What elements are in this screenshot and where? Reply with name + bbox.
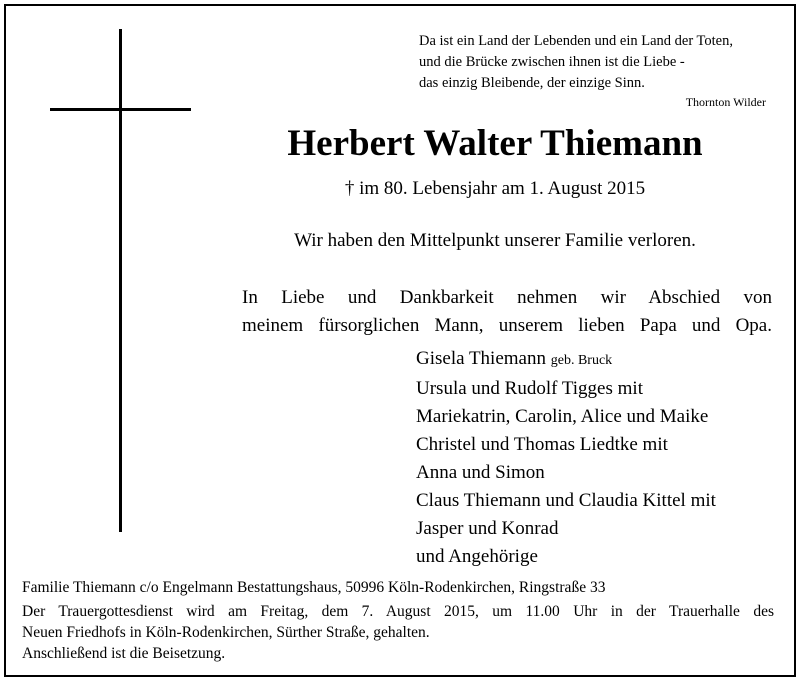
mourner-first-row	[416, 345, 786, 375]
mourner-maiden-name: geb. Bruck	[550, 353, 613, 368]
cross-horizontal-bar	[50, 108, 191, 111]
farewell-line: meinem fürsorglichen Mann, unserem lieben Papa und Opa.	[242, 315, 772, 336]
deceased-name: Herbert Walter Thiemann	[287, 123, 703, 164]
mourner-row: und Angehörige	[416, 546, 538, 567]
quote-author: Thornton Wilder	[685, 95, 766, 109]
mourner-row: Ursula und Rudolf Tigges mit	[416, 378, 643, 399]
mourner-row: Mariekatrin, Carolin, Alice und Maike	[416, 406, 709, 427]
mourner-row: Claus Thiemann und Claudia Kittel mit	[416, 490, 716, 511]
service-line: Neuen Friedhofs in Köln-Rodenkirchen, Sürther Straße, gehalten.	[22, 624, 430, 641]
farewell-text	[242, 284, 772, 340]
contact-address: Familie Thiemann c/o Engelmann Bestattungshaus, 50996 Köln-Rodenkirchen, Ringstraße 33	[22, 579, 606, 596]
quote-line: das einzig Bleibende, der einzige Sinn.	[419, 75, 645, 91]
quote-block	[419, 31, 771, 110]
mourner-row: Jasper und Konrad	[416, 518, 559, 539]
mourners-list	[416, 345, 786, 571]
cross-vertical-bar	[119, 29, 122, 532]
death-date-line: † im 80. Lebensjahr am 1. August 2015	[344, 178, 646, 199]
quote-line: und die Brücke zwischen ihnen ist die Liebe -	[419, 54, 685, 70]
service-line: Der Trauergottesdienst wird am Freitag, dem 7. August 2015, um 11.00 Uhr in der Trauerhalle des	[22, 603, 774, 620]
quote-line: Da ist ein Land der Lebenden und ein Land der Toten,	[419, 33, 733, 49]
service-line: Anschließend ist die Beisetzung.	[22, 645, 226, 662]
mourner-row: Christel und Thomas Liedtke mit	[416, 434, 668, 455]
family-statement: Wir haben den Mittelpunkt unserer Familie verloren.	[294, 230, 696, 251]
mourner-name: Gisela Thiemann	[416, 348, 546, 369]
mourner-row: Anna und Simon	[416, 462, 545, 483]
farewell-line: In Liebe und Dankbarkeit nehmen wir Abschied von	[242, 287, 772, 308]
service-info	[22, 601, 774, 664]
